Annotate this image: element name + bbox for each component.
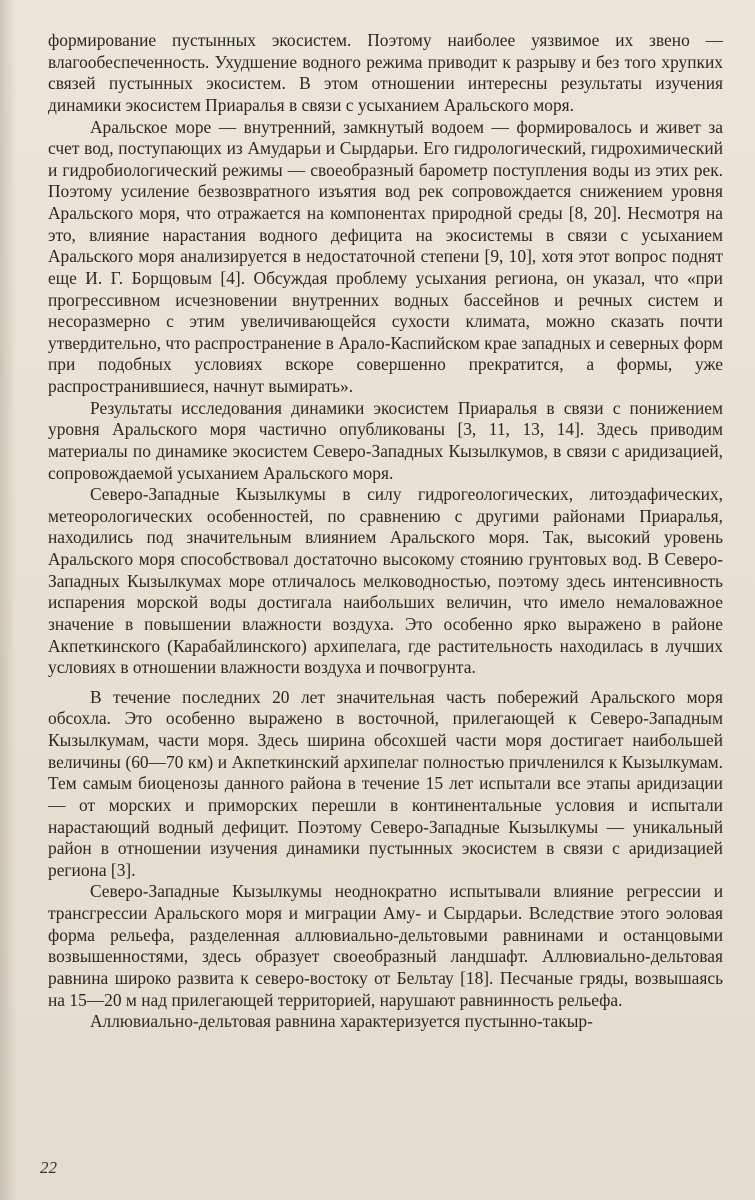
paragraph-alluvial-plain: Аллювиально-дельтовая равнина характеризуется пустынно-такыр- bbox=[90, 1011, 593, 1032]
paragraph-aral-sea: Аральское море — внутренний, замкнутый водоем — формировалось и живет за счет вод, поступающих из Амударьи и Сырдарьи. Его гидрологический, гидрохимический и гидробиологический режимы — своеобразный барометр поступления воды из этих рек. Поэтому усиление безвозвратного изъятия вод рек сопровождается снижением уровня Аральского моря, что отражается на компонентах природной среды [8, 20]. Несмотря на это, влияние нарастания водного дефицита на экосистемы в связи с усыханием Аральского моря анализируется в недостаточной степени [9, 10], хотя этот вопрос поднят еще И. Г. Борщовым [4]. Обсуждая проблему усыхания региона, он указал, что «при прогрессивном исчезновении внутренних водных бассейнов и речных систем и несоразмерно с этим увеличивающейся сухости климата, можно сказать почти утвердительно, что распространение в Арало-Каспийском крае западных и северных форм при подобных условиях вскоре совершенно прекратится, а формы, уже распространившиеся, начнут вымирать». bbox=[48, 116, 723, 396]
paragraph-continuation: формирование пустынных экосистем. Поэтому наиболее уязвимое их звено — влагообеспеченность. Ухудшение водного режима приводит к разрыву и без того хрупких связей пустынных экосистем. В этом отношении интересны результаты изучения динамики экосистем Приаралья в связи с усыханием Аральского моря. bbox=[48, 30, 723, 115]
paragraph-nw-kyzylkum: Северо-Западные Кызылкумы в силу гидрогеологических, литоэдафических, метеорологических особенностей, по сравнению с другими районами Приаралья, находились под значительным влиянием Аральского моря. Так, высокий уровень Аральского моря способствовал достаточно высокому стоянию грунтовых вод. В Северо-Западных Кызылкумах море отличалось мелководностью, поэтому здесь интенсивность испарения морской воды достигала наибольших величин, что имело немаловажное значение в повышении влажности воздуха. Это особенно ярко выражено в районе Акпеткинского (Карабайлинского) архипелага, где растительность находилась в лучших условиях в отношении влажности воздуха и почвогрунта. bbox=[48, 484, 723, 678]
page-number: 22 bbox=[40, 1158, 57, 1177]
paragraph-last-20-years: В течение последних 20 лет значительная часть побережий Аральского моря обсохла. Это особенно выражено в восточной, прилегающей к Северо-Западным Кызылкумам, части моря. Здесь ширина обсохшей части моря достигает наибольшей величины (60—70 км) и Акпеткинский архипелаг полностью причленился к Кызылкумам. Тем самым биоценозы данного района в течение 15 лет испытали все этапы аридизации — от морских и приморских перешли в континентальные условия и испытали нарастающий водный дефицит. Поэтому Северо-Западные Кызылкумы — уникальный район в отношении изучения динамики пустынных экосистем в связи с аридизацией региона [3]. bbox=[48, 686, 723, 880]
body-text bbox=[48, 30, 723, 1033]
paragraph-regression: Северо-Западные Кызылкумы неоднократно испытывали влияние регрессии и трансгрессии Аральского моря и миграции Аму- и Сырдарьи. Вследствие этого эоловая форма рельефа, разделенная аллювиально-дельтовыми равнинами и останцовыми возвышенностями, здесь образует своеобразный ландшафт. Аллювиально-дельтовая равнина широко развита к северо-востоку от Бельтау [18]. Песчаные гряды, возвышаясь на 15—20 м над прилегающей территорией, нарушают равнинность рельефа. bbox=[48, 881, 723, 1010]
paragraph-results: Результаты исследования динамики экосистем Приаралья в связи с понижением уровня Аральского моря частично опубликованы [3, 11, 13, 14]. Здесь приводим материалы по динамике экосистем Северо-Западных Кызылкумов, в связи с аридизацией, сопровождаемой усыханием Аральского моря. bbox=[48, 397, 723, 483]
